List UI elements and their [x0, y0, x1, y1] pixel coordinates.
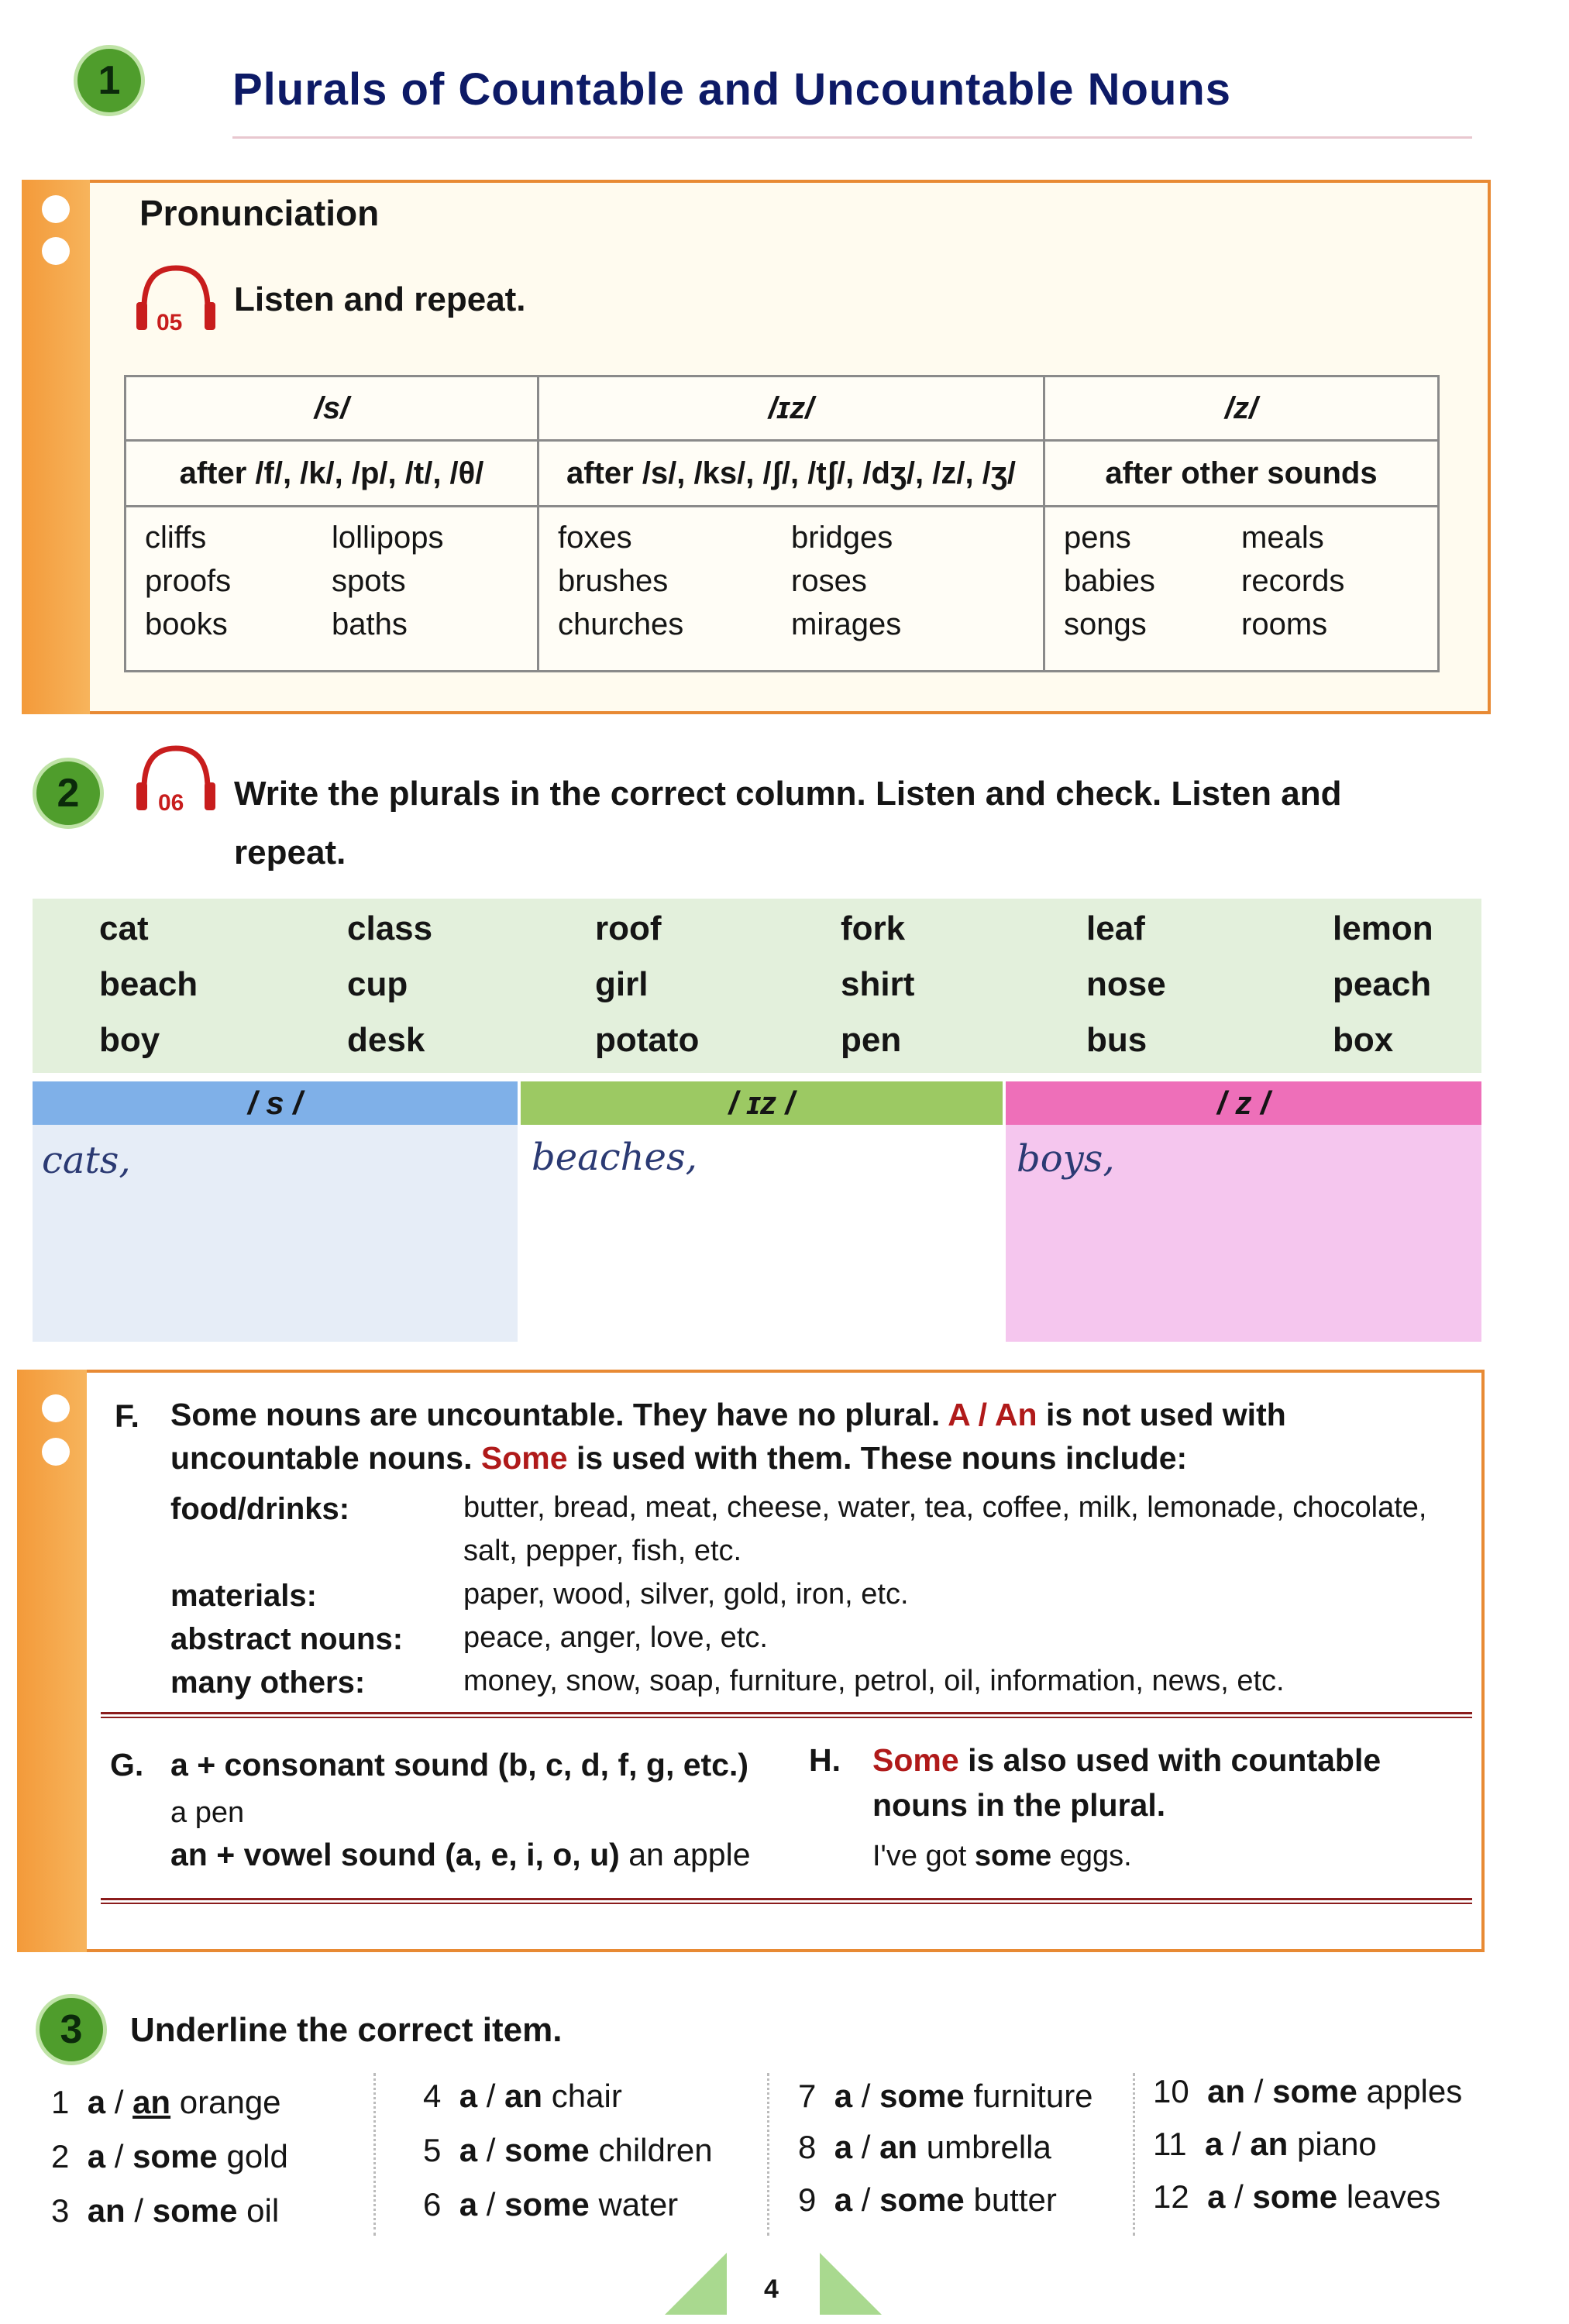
table-cell: [1044, 507, 1439, 672]
table-header: /s/: [126, 376, 538, 441]
item-number: 8: [798, 2129, 817, 2165]
item-number: 10: [1153, 2073, 1189, 2109]
word: songs: [1064, 607, 1147, 641]
word-bank: [33, 899, 1481, 1073]
instruction: Listen and repeat.: [234, 280, 526, 318]
exercise-item[interactable]: 6 a / some water: [423, 2186, 679, 2223]
instruction: Write the plurals in the correct column. Listen and check. Listen and: [234, 775, 1342, 813]
item-word: children: [598, 2132, 713, 2168]
item-number: 11: [1153, 2126, 1187, 2162]
page-title: Plurals of Countable and Uncountable Nouns: [232, 64, 1232, 115]
rule-example-bold: some: [974, 1840, 1052, 1872]
word: baths: [332, 607, 408, 641]
rule-highlight: A / An: [948, 1397, 1037, 1432]
example-answer: beaches,: [532, 1136, 697, 1179]
divider: [232, 136, 1472, 139]
exercise-item[interactable]: 2 a / some gold: [51, 2138, 288, 2174]
word-bank-item: desk: [347, 1021, 425, 1059]
item-number: 7: [798, 2078, 817, 2114]
option-b[interactable]: some: [1272, 2073, 1357, 2109]
item-word: orange: [179, 2084, 281, 2120]
rule-line: [872, 1738, 1381, 1782]
section-number-badge: [36, 1994, 107, 2065]
rule-highlight: Some: [480, 1440, 568, 1476]
exercise-item[interactable]: 1 a / an orange: [51, 2084, 281, 2120]
item-number: 1: [51, 2084, 70, 2120]
option-a[interactable]: an: [1207, 2073, 1246, 2109]
word-bank-item: shirt: [841, 965, 915, 1003]
option-b[interactable]: some: [132, 2138, 218, 2174]
table-header: /ɪz/: [538, 376, 1044, 441]
item-word: furniture: [973, 2078, 1093, 2114]
item-number: 2: [51, 2138, 70, 2174]
exercise-item[interactable]: 11 a / an piano: [1153, 2126, 1377, 2162]
option-a[interactable]: a: [459, 2132, 478, 2168]
category-value: peace, anger, love, etc.: [463, 1621, 768, 1654]
exercise-item[interactable]: 5 a / some children: [423, 2132, 713, 2168]
option-a[interactable]: an: [87, 2192, 126, 2229]
rule-line: [170, 1393, 1286, 1436]
divider: [373, 2073, 376, 2236]
divider: [767, 2073, 769, 2236]
instruction: repeat.: [234, 834, 346, 871]
word: foxes: [558, 521, 632, 555]
word-bank-item: girl: [595, 965, 649, 1003]
item-word: chair: [551, 2078, 622, 2114]
category-label: food/drinks:: [170, 1492, 350, 1526]
divider: [101, 1898, 1472, 1904]
track-number: 05: [157, 310, 183, 335]
word-bank-item: cup: [347, 965, 408, 1003]
option-b[interactable]: an: [504, 2078, 543, 2114]
rule-text: uncountable nouns.: [170, 1440, 473, 1476]
word: rooms: [1241, 607, 1328, 641]
word: meals: [1241, 521, 1324, 555]
option-b[interactable]: some: [879, 2078, 965, 2114]
word-bank-item: peach: [1333, 965, 1432, 1003]
rule-text: nouns in the plural.: [872, 1787, 1166, 1823]
column-header: / s /: [33, 1081, 518, 1125]
band-dot: [42, 1394, 70, 1422]
option-a[interactable]: a: [87, 2084, 106, 2120]
word-bank-item: box: [1333, 1021, 1394, 1059]
item-word: umbrella: [926, 2129, 1051, 2165]
item-word: water: [598, 2186, 679, 2223]
item-word: gold: [226, 2138, 288, 2174]
column-header: / ɪz /: [521, 1081, 1003, 1125]
exercise-item[interactable]: 8 a / an umbrella: [798, 2129, 1051, 2165]
rule-example: I've got: [872, 1840, 967, 1872]
word: churches: [558, 607, 684, 641]
word: cliffs: [145, 521, 207, 555]
exercise-item[interactable]: 12 a / some leaves: [1153, 2178, 1441, 2215]
rule-example: eggs.: [1059, 1840, 1132, 1872]
category-value: salt, pepper, fish, etc.: [463, 1535, 742, 1567]
item-number: 9: [798, 2181, 817, 2218]
rule-letter: F.: [115, 1398, 139, 1434]
item-number: 5: [423, 2132, 442, 2168]
rule-line: [170, 1833, 751, 1876]
category-label: materials:: [170, 1579, 317, 1613]
item-word: leaves: [1346, 2178, 1441, 2215]
category-value: butter, bread, meat, cheese, water, tea, coffee, milk, lemonade, chocolate,: [463, 1491, 1427, 1524]
section-number-badge: [33, 758, 104, 829]
category-value: money, snow, soap, furniture, petrol, oil, information, news, etc.: [463, 1665, 1285, 1697]
rule-example: a pen: [170, 1796, 245, 1829]
word-bank-item: potato: [595, 1021, 700, 1059]
option-a[interactable]: a: [834, 2181, 853, 2218]
word: lollipops: [332, 521, 444, 555]
section-number: 1: [98, 58, 121, 103]
rule-text: an + vowel sound (a, e, i, o, u): [170, 1837, 620, 1872]
word: roses: [791, 564, 867, 598]
exercise-item[interactable]: 10 an / some apples: [1153, 2073, 1463, 2109]
word: records: [1241, 564, 1345, 598]
option-b[interactable]: an: [1250, 2126, 1289, 2162]
section-number: 2: [57, 771, 80, 816]
rule-text: Some nouns are uncountable. They have no plural.: [170, 1397, 941, 1432]
rule-line: [170, 1436, 1187, 1480]
category-label: many others:: [170, 1666, 366, 1700]
table-subheader: after /f/, /k/, /p/, /t/, /θ/: [126, 441, 538, 507]
band-dot: [42, 237, 70, 265]
word: books: [145, 607, 228, 641]
section-number-badge: [74, 45, 145, 116]
word-bank-item: roof: [595, 909, 662, 947]
word-bank-item: boy: [99, 1021, 160, 1059]
option-a[interactable]: a: [87, 2138, 106, 2174]
item-number: 12: [1153, 2178, 1189, 2215]
word: pens: [1064, 521, 1131, 555]
item-number: 6: [423, 2186, 442, 2223]
word-bank-item: beach: [99, 965, 198, 1003]
option-b[interactable]: an: [132, 2084, 171, 2120]
item-word: oil: [246, 2192, 280, 2229]
band-dot: [42, 195, 70, 223]
item-word: butter: [973, 2181, 1057, 2218]
table-subheader: after /s/, /ks/, /ʃ/, /tʃ/, /dʒ/, /z/, /ʒ/: [538, 441, 1044, 507]
option-a[interactable]: a: [459, 2186, 478, 2223]
word-bank-item: nose: [1086, 965, 1166, 1003]
page-number: 4: [764, 2274, 779, 2304]
option-b[interactable]: some: [879, 2181, 965, 2218]
table-subheader: after other sounds: [1044, 441, 1439, 507]
table-cell: [126, 507, 538, 672]
rule-line: [872, 1834, 1132, 1878]
page-corner-left-icon: [665, 2253, 727, 2315]
category-value: paper, wood, silver, gold, iron, etc.: [463, 1578, 909, 1611]
option-b[interactable]: some: [152, 2192, 238, 2229]
option-b[interactable]: some: [504, 2132, 590, 2168]
word: bridges: [791, 521, 893, 555]
item-word: piano: [1297, 2126, 1377, 2162]
word: proofs: [145, 564, 232, 598]
word-bank-item: lemon: [1333, 909, 1433, 947]
table-cell: [538, 507, 1044, 672]
page-corner-right-icon: [820, 2253, 882, 2315]
exercise-item[interactable]: 9 a / some butter: [798, 2181, 1057, 2218]
rule-text: is not used with: [1045, 1397, 1286, 1432]
rule-highlight: Some: [872, 1742, 959, 1778]
word: mirages: [791, 607, 902, 641]
rule-text: is used with them. These nouns include:: [576, 1440, 1188, 1476]
rule-text: a + consonant sound (b, c, d, f, g, etc.): [170, 1747, 749, 1783]
word-bank-item: pen: [841, 1021, 902, 1059]
option-a[interactable]: a: [834, 2078, 853, 2114]
word: babies: [1064, 564, 1155, 598]
option-a[interactable]: a: [459, 2078, 478, 2114]
exercise-item[interactable]: 7 a / some furniture: [798, 2078, 1093, 2114]
divider: [101, 1712, 1472, 1718]
exercise-item[interactable]: 4 a / an chair: [423, 2078, 622, 2114]
example-answer: cats,: [42, 1139, 131, 1182]
word-bank-item: cat: [99, 909, 149, 947]
track-number: 06: [158, 790, 184, 816]
item-number: 4: [423, 2078, 442, 2114]
option-a[interactable]: a: [1207, 2178, 1226, 2215]
option-a[interactable]: a: [834, 2129, 853, 2165]
instruction: Underline the correct item.: [130, 2011, 563, 2049]
word-bank-item: fork: [841, 909, 906, 947]
word: spots: [332, 564, 406, 598]
rule-letter: G.: [110, 1747, 144, 1783]
option-b[interactable]: some: [1252, 2178, 1338, 2215]
word-bank-item: leaf: [1086, 909, 1145, 947]
table-header: /z/: [1044, 376, 1439, 441]
box-heading: Pronunciation: [139, 193, 380, 233]
item-number: 3: [51, 2192, 70, 2229]
pronunciation-table: [124, 375, 1440, 672]
column-header: / z /: [1006, 1081, 1481, 1125]
section-number: 3: [60, 2007, 83, 2052]
divider: [1133, 2073, 1135, 2236]
category-label: abstract nouns:: [170, 1622, 404, 1656]
option-b[interactable]: some: [504, 2186, 590, 2223]
word-bank-item: bus: [1086, 1021, 1148, 1059]
item-word: apples: [1366, 2073, 1463, 2109]
option-a[interactable]: a: [1204, 2126, 1223, 2162]
band-dot: [42, 1438, 70, 1466]
rule-letter: H.: [809, 1742, 841, 1778]
example-answer: boys,: [1017, 1137, 1115, 1181]
option-b[interactable]: an: [879, 2129, 918, 2165]
rule-example: an apple: [628, 1837, 751, 1872]
word-bank-item: class: [347, 909, 433, 947]
rule-text: is also used with countable: [968, 1742, 1381, 1778]
exercise-item[interactable]: 3 an / some oil: [51, 2192, 280, 2229]
word: brushes: [558, 564, 669, 598]
